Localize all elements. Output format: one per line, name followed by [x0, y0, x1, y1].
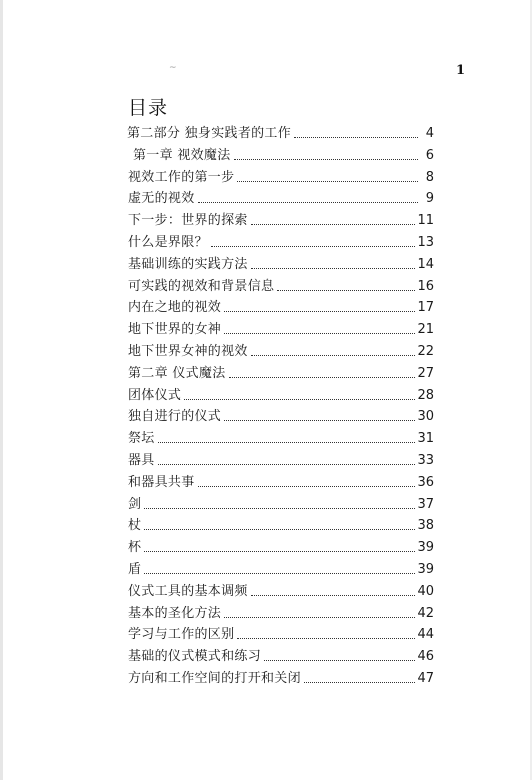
toc-entry-label: 基本的圣化方法: [128, 605, 222, 621]
toc-entry-label: 基础训练的实践方法: [128, 256, 248, 272]
toc-leader-dots: [224, 333, 415, 334]
toc-leader-dots: [224, 420, 415, 421]
toc-entry-label: 团体仪式: [128, 387, 182, 403]
toc-entry[interactable]: [128, 427, 434, 447]
toc-entry-label: 杯: [128, 540, 142, 556]
toc-entry[interactable]: [128, 296, 434, 316]
toc-entry-label: 和器具共事: [128, 474, 195, 490]
toc-leader-dots: [144, 508, 415, 509]
toc-entry-page: 9: [425, 191, 434, 207]
toc-entry-label: 地下世界的女神: [128, 322, 222, 338]
toc-entry-page: 39: [417, 562, 434, 577]
toc-entry-page: 8: [425, 169, 434, 185]
toc-entry[interactable]: [128, 187, 434, 207]
toc-leader-dots: [234, 159, 418, 160]
toc-entry-page: 21: [417, 322, 434, 338]
toc-entry-page: 16: [417, 278, 434, 294]
toc-entry[interactable]: [128, 667, 434, 687]
toc-entry-label: 第二章 仪式魔法: [128, 365, 226, 381]
toc-entry-label: 第一章 视效魔法: [133, 147, 231, 163]
toc-entry-label: 下一步：世界的探索: [128, 213, 248, 229]
toc-entry-label: 基础的仪式模式和练习: [128, 649, 262, 665]
toc-entry-page: 31: [417, 431, 434, 447]
toc-entry-page: 37: [417, 496, 434, 512]
toc-leader-dots: [264, 660, 415, 661]
toc-entry-page: 4: [425, 126, 434, 141]
toc-entry-page: 36: [417, 474, 434, 490]
toc-entry-label: 器具: [128, 453, 155, 468]
toc-title: 目录: [128, 97, 169, 119]
toc-entry[interactable]: [128, 514, 434, 534]
toc-entry-page: 11: [417, 213, 434, 229]
toc-leader-dots: [211, 246, 416, 247]
toc-entry[interactable]: [128, 645, 434, 665]
toc-entry-page: 46: [417, 649, 434, 665]
page-left-edge: [0, 0, 3, 780]
toc-entry-page: 17: [417, 300, 434, 316]
toc-leader-dots: [144, 551, 415, 552]
page-number: 1: [456, 63, 466, 78]
toc-leader-dots: [198, 202, 418, 203]
toc-entry[interactable]: [128, 449, 434, 469]
toc-entry[interactable]: [128, 209, 434, 229]
toc-entry-page: 38: [417, 518, 434, 534]
toc-entry[interactable]: [128, 253, 434, 273]
toc-leader-dots: [158, 464, 416, 465]
toc-entry-label: 仪式工具的基本调频: [128, 583, 248, 599]
toc-leader-dots: [158, 442, 416, 443]
toc-leader-dots: [184, 399, 415, 400]
toc-entry[interactable]: [133, 144, 434, 164]
toc-entry[interactable]: [128, 362, 434, 382]
toc-entry[interactable]: [127, 122, 434, 142]
toc-leader-dots: [237, 638, 415, 639]
toc-entry-page: 22: [417, 344, 434, 359]
toc-leader-dots: [304, 682, 416, 683]
toc-leader-dots: [251, 355, 416, 356]
toc-entry-page: 44: [417, 627, 434, 643]
toc-entry-page: 40: [417, 583, 434, 599]
toc-entry-page: 6: [425, 147, 434, 163]
toc-entry-label: 独自进行的仪式: [128, 409, 222, 425]
toc-entry[interactable]: [128, 471, 434, 491]
toc-entry[interactable]: [128, 602, 434, 622]
toc-entry-label: 方向和工作空间的打开和关闭: [128, 671, 301, 686]
toc-leader-dots: [144, 529, 415, 530]
toc-entry-label: 什么是界限？: [128, 235, 208, 250]
toc-leader-dots: [277, 290, 415, 291]
toc-entry-page: 28: [417, 387, 434, 403]
toc-entry-label: 可实践的视效和背景信息: [128, 278, 275, 294]
toc-entry[interactable]: [128, 536, 434, 556]
toc-leader-dots: [229, 377, 416, 378]
toc-leader-dots: [144, 573, 415, 574]
toc-entry[interactable]: [128, 318, 434, 338]
toc-leader-dots: [251, 595, 416, 596]
toc-entry[interactable]: [128, 493, 434, 513]
toc-entry[interactable]: [128, 558, 434, 578]
toc-entry[interactable]: [128, 231, 434, 251]
toc-entry-page: 13: [417, 235, 434, 250]
toc-entry[interactable]: [128, 275, 434, 295]
toc-entry-label: 虚无的视效: [128, 191, 195, 207]
toc-entry-label: 剑: [128, 496, 142, 512]
toc-entry-page: 14: [417, 256, 434, 272]
toc-entry-page: 30: [417, 409, 434, 425]
toc-entry-label: 盾: [128, 562, 142, 577]
toc-entry-label: 祭坛: [128, 431, 155, 447]
toc-leader-dots: [251, 268, 416, 269]
toc-entry[interactable]: [128, 384, 434, 404]
toc-entry-page: 27: [417, 365, 434, 381]
toc-leader-dots: [251, 224, 416, 225]
toc-entry-label: 内在之地的视效: [128, 300, 222, 316]
toc-entry-label: 地下世界女神的视效: [128, 344, 248, 359]
toc-entry[interactable]: [128, 405, 434, 425]
toc-entry-page: 39: [417, 540, 434, 556]
toc-leader-dots: [198, 486, 416, 487]
toc-entry[interactable]: [128, 340, 434, 360]
toc-entry-page: 33: [417, 453, 434, 468]
toc-entry-page: 42: [417, 605, 434, 621]
toc-leader-dots: [294, 137, 418, 138]
toc-entry-label: 视效工作的第一步: [128, 169, 235, 185]
toc-entry-label: 学习与工作的区别: [128, 627, 235, 643]
toc-leader-dots: [224, 617, 415, 618]
toc-entry-label: 杖: [128, 518, 142, 534]
toc-entry[interactable]: [128, 166, 434, 186]
toc-entry-page: 47: [417, 671, 434, 686]
toc-entry[interactable]: [128, 623, 434, 643]
toc-leader-dots: [224, 311, 415, 312]
toc-entry[interactable]: [128, 580, 434, 600]
header-mark: ~: [169, 63, 177, 73]
toc-entry-label: 第二部分 独身实践者的工作: [127, 126, 292, 141]
toc-leader-dots: [237, 181, 418, 182]
